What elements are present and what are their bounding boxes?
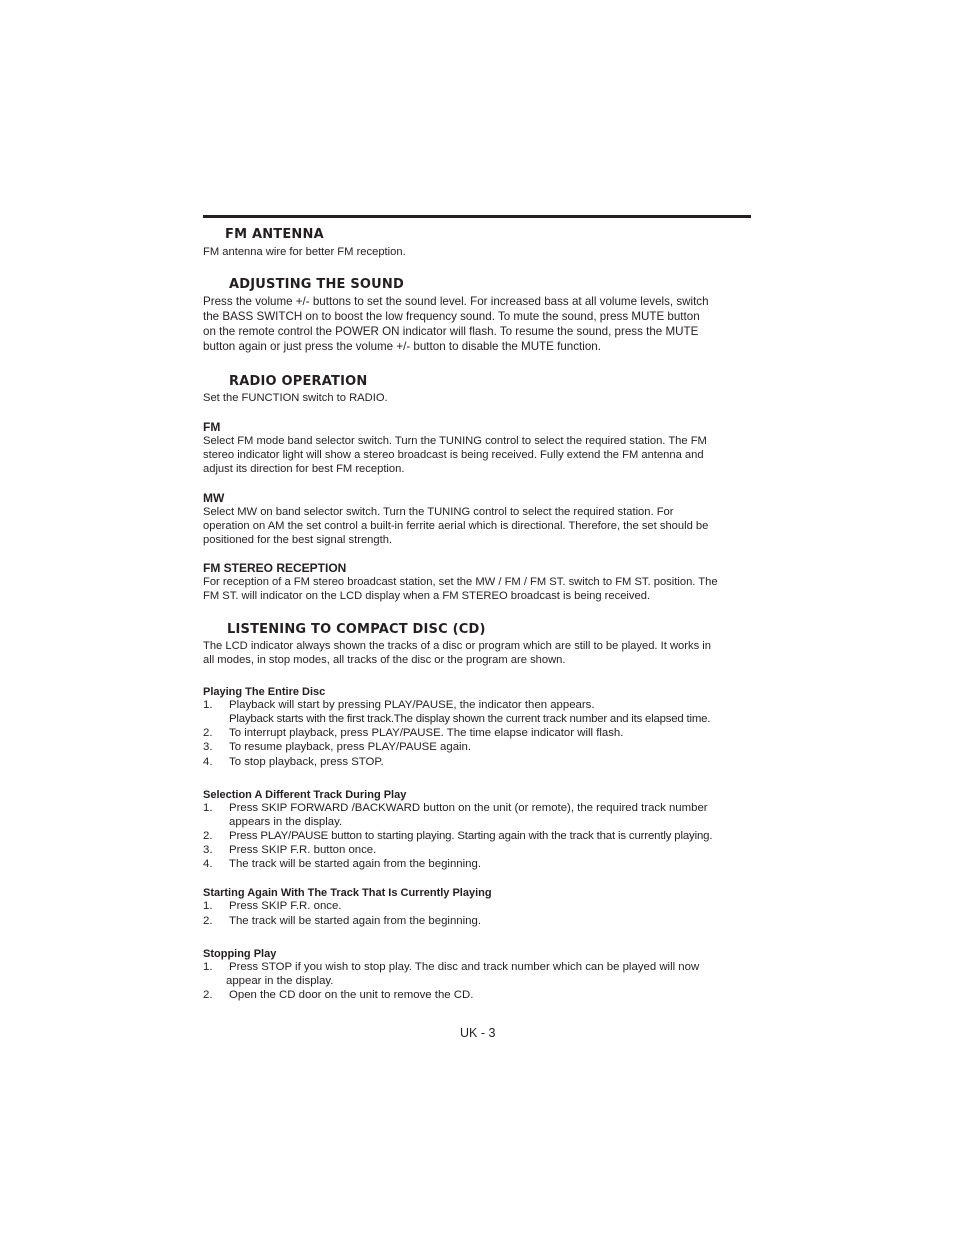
list-item: 1. Press SKIP FORWARD /BACKWARD button on the unit (or remote), the required track number <box>203 802 708 814</box>
cd-line: all modes, in stop modes, all tracks of the disc or the program are shown. <box>203 654 566 666</box>
fm-line: adjust its direction for best FM reception. <box>203 463 405 475</box>
list-item: appear in the display. <box>226 975 334 987</box>
starting-again-section <box>203 887 751 928</box>
list-item: 3. Press SKIP F.R. button once. <box>203 844 377 856</box>
fm-stereo-subsection <box>203 561 751 603</box>
mw-heading: MW <box>203 491 225 505</box>
fm-antenna-section <box>203 227 751 259</box>
list-item: 1. Press SKIP F.R. once. <box>203 900 342 912</box>
adjusting-sound-paragraph <box>203 294 751 354</box>
top-rule <box>203 215 751 218</box>
adjusting-sound-heading: ADJUSTING THE SOUND <box>229 277 404 292</box>
mw-line: positioned for the best signal strength. <box>203 534 393 546</box>
list-item: 2. The track will be started again from the beginning. <box>203 915 481 927</box>
list-item: Playback starts with the first track.The display shown the current track number and its elapsed time. <box>229 713 711 725</box>
list-item: 1. Press STOP if you wish to stop play. The disc and track number which can be played will now <box>203 961 700 973</box>
paragraph-line: on the remote control the POWER ON indicator will flash. To resume the sound, press the MUTE <box>203 325 699 338</box>
fm-antenna-text: FM antenna wire for better FM reception. <box>203 246 406 258</box>
fm-line: stereo indicator light will show a stereo broadcast is being received. Fully extend the FM antenna and <box>203 449 704 461</box>
fm-line: Select FM mode band selector switch. Turn the TUNING control to select the required station. The FM <box>203 435 707 447</box>
mw-line: Select MW on band selector switch. Turn the TUNING control to select the required station. For <box>203 506 674 518</box>
list-item: 2. To interrupt playback, press PLAY/PAUSE. The time elapse indicator will flash. <box>203 727 624 739</box>
fm-antenna-heading: FM ANTENNA <box>225 227 324 242</box>
adjusting-sound-section <box>203 277 751 354</box>
playing-heading: Playing The Entire Disc <box>203 686 326 698</box>
paragraph-line: Press the volume +/- buttons to set the sound level. For increased bass at all volume levels, switch <box>203 295 709 308</box>
fm-stereo-heading: FM STEREO RECEPTION <box>203 561 347 575</box>
fm-heading: FM <box>203 420 221 434</box>
cd-heading: LISTENING TO COMPACT DISC (CD) <box>227 622 486 637</box>
selection-different-track <box>203 789 751 871</box>
list-item: 3. To resume playback, press PLAY/PAUSE again. <box>203 741 472 753</box>
fm-stereo-line: FM ST. will indicator on the LCD display when a FM STEREO broadcast is being received. <box>203 590 651 602</box>
list-item: 4. The track will be started again from the beginning. <box>203 858 481 870</box>
radio-operation-section <box>203 374 751 405</box>
radio-operation-heading: RADIO OPERATION <box>229 374 368 389</box>
list-item: 4. To stop playback, press STOP. <box>203 756 384 768</box>
page-number: UK - 3 <box>460 1026 496 1040</box>
cd-line: The LCD indicator always shown the tracks of a disc or program which are still to be played. It works in <box>203 640 712 652</box>
fm-subsection <box>203 420 751 476</box>
fm-stereo-line: For reception of a FM stereo broadcast station, set the MW / FM / FM ST. switch to FM ST. position. The <box>203 576 718 588</box>
radio-operation-text: Set the FUNCTION switch to RADIO. <box>203 392 388 404</box>
list-item: 2. Press PLAY/PAUSE button to starting playing. Starting again with the track that is currently playing. <box>203 830 713 842</box>
list-item: appears in the display. <box>229 816 343 828</box>
mw-subsection <box>203 491 751 547</box>
stopping-play-section <box>203 948 751 1002</box>
mw-line: operation on AM the set control a built-in ferrite aerial which is directional. Therefore, the set should be <box>203 520 709 532</box>
stopping-heading: Stopping Play <box>203 948 277 960</box>
list-item: 1. Playback will start by pressing PLAY/PAUSE, the indicator then appears. <box>203 699 595 711</box>
paragraph-line: the BASS SWITCH on to boost the low frequency sound. To mute the sound, press MUTE button <box>203 310 700 323</box>
playing-entire-disc <box>203 686 751 769</box>
cd-section <box>203 622 751 667</box>
starting-again-heading: Starting Again With The Track That Is Currently Playing <box>203 887 492 899</box>
list-item: 2. Open the CD door on the unit to remove the CD. <box>203 989 474 1001</box>
paragraph-line: button again or just press the volume +/- button to disable the MUTE function. <box>203 340 601 353</box>
selection-heading: Selection A Different Track During Play <box>203 789 407 801</box>
